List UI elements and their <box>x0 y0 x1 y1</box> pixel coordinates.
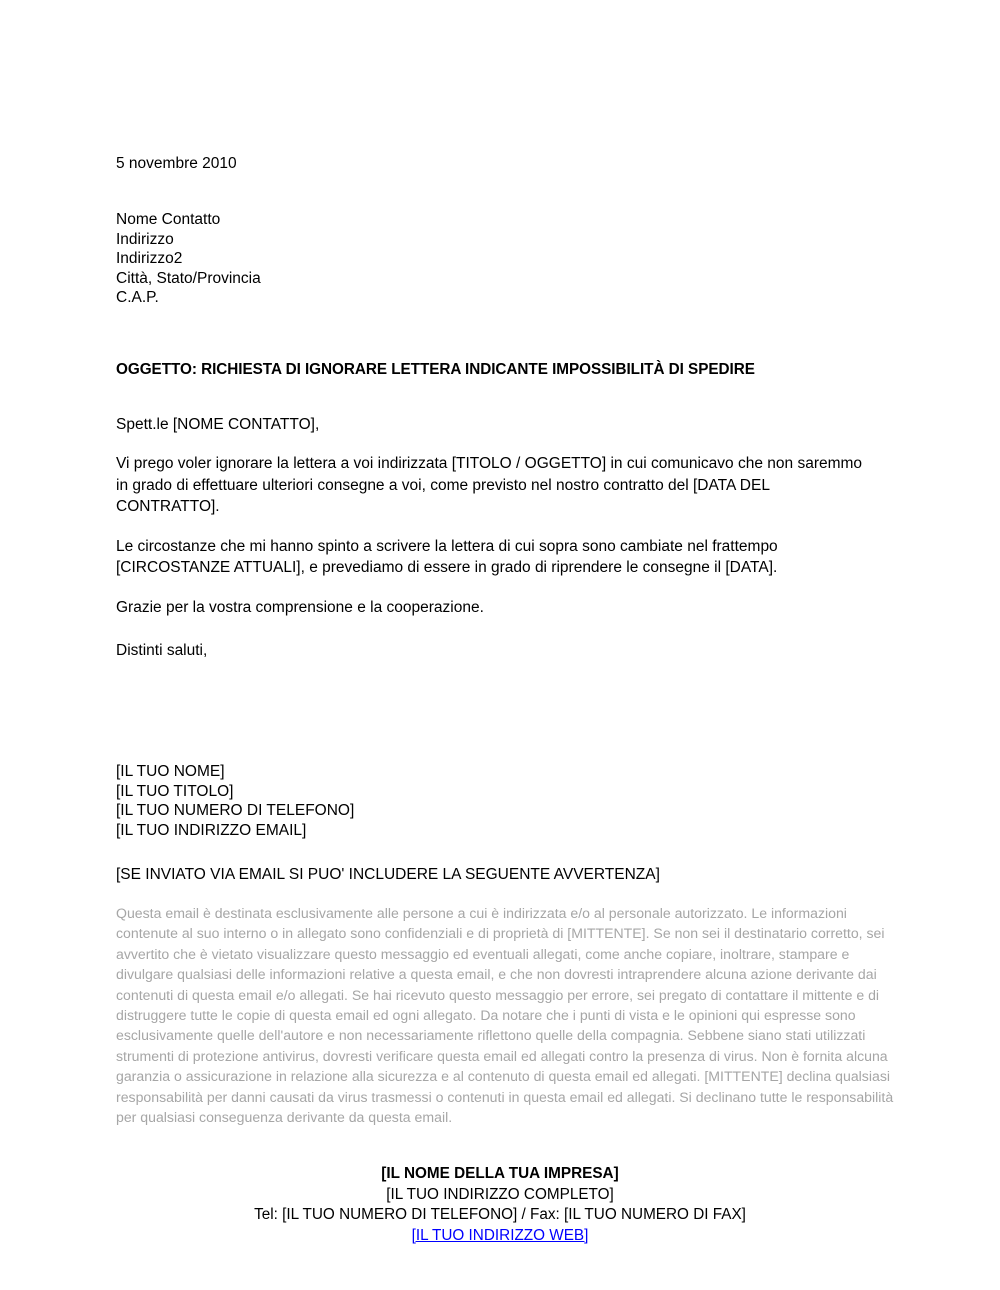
letter-date: 5 novembre 2010 <box>116 155 237 172</box>
footer-contact: Tel: [IL TUO NUMERO DI TELEFONO] / Fax: [IL TUO NUMERO DI FAX] <box>254 1206 746 1223</box>
letterhead-footer <box>0 1164 1000 1246</box>
letter-subject: OGGETTO: RICHIESTA DI IGNORARE LETTERA INDICANTE IMPOSSIBILITÀ DI SPEDIRE <box>116 361 755 378</box>
letter-salutation: Spett.le [NOME CONTATTO], <box>116 416 320 433</box>
body-paragraph-2: Le circostanze che mi hanno spinto a scrivere la lettera di cui sopra sono cambiate nel frattempo [CIRCOSTANZE ATTUALI], e prevediamo di essere in grado di riprendere le consegne il [DATA]. <box>116 537 778 576</box>
address-line-city-state: Città, Stato/Provincia <box>116 269 261 287</box>
signature-line-name: [IL TUO NOME] <box>116 763 225 780</box>
disclaimer-heading: [SE INVIATO VIA EMAIL SI PUO' INCLUDERE LA SEGUENTE AVVERTENZA] <box>116 866 660 883</box>
address-line-postal-code: C.A.P. <box>116 289 159 306</box>
footer-website-link[interactable]: [IL TUO INDIRIZZO WEB] <box>411 1226 589 1244</box>
letter-body <box>116 453 864 618</box>
body-paragraph-3: Grazie per la vostra comprensione e la cooperazione. <box>116 598 484 616</box>
footer-company-name: [IL NOME DELLA TUA IMPRESA] <box>381 1165 619 1182</box>
disclaimer-text: Questa email è destinata esclusivamente alle persone a cui è indirizzata e/o al personale autorizzato. Le informazioni contenute al suo interno o in allegato sono confidenziali e di proprietà di [MITTENTE]. Se non sei il destinatario corretto, sei avvertito che è vietato visualizzare questo messaggio ed eventuali allegati, come anche copiare, inoltrare, stampare e divulgare qualsiasi delle informazioni relative a questa email, e che non dovresti intraprendere alcuna azione derivante dai contenuti di questa email e/o allegati. Se hai ricevuto questo messaggio per errore, sei pregato di contattare il mittente e di distruggere tutte le copie di questa email ed ogni allegato. Da notare che i punti di vista e le opinioni qui espresse sono esclusivamente quelle dell'autore e non necessariamente riflettono quelle della compagnia. Sebbene siano stati utilizzati strumenti di protezione antivirus, dovresti verificare questa email ed allegati contro la presenza di virus. Non è fornita alcuna garanzia o assicurazione in relazione alla sicurezza e al contenuto di questa email ed allegati. [MITTENTE] declina qualsiasi responsabilità per danni causati da virus trasmessi o contenuti in questa email ed allegati. Si declinano tutte le responsabilità per qualsiasi conseguenza derivante da questa email. <box>116 905 894 1126</box>
address-line-street2: Indirizzo2 <box>116 250 183 267</box>
recipient-address-block <box>116 210 261 308</box>
signature-line-phone: [IL TUO NUMERO DI TELEFONO] <box>116 802 355 819</box>
footer-address: [IL TUO INDIRIZZO COMPLETO] <box>386 1185 614 1203</box>
address-line-contact-name: Nome Contatto <box>116 211 221 228</box>
signature-block <box>116 762 354 840</box>
disclaimer-body <box>116 903 894 1127</box>
body-paragraph-1: Vi prego voler ignorare la lettera a voi indirizzata [TITOLO / OGGETTO] in cui comunicavo che non saremmo in grado di effettuare ulteriori consegne a voi, come previsto nel nostro contratto del [DATA DEL CONTRATTO]. <box>116 455 863 515</box>
signature-line-email: [IL TUO INDIRIZZO EMAIL] <box>116 821 307 839</box>
address-line-street: Indirizzo <box>116 230 174 248</box>
letter-closing: Distinti saluti, <box>116 642 208 659</box>
signature-line-title: [IL TUO TITOLO] <box>116 782 234 800</box>
footer-website-wrapper <box>0 1226 1000 1247</box>
